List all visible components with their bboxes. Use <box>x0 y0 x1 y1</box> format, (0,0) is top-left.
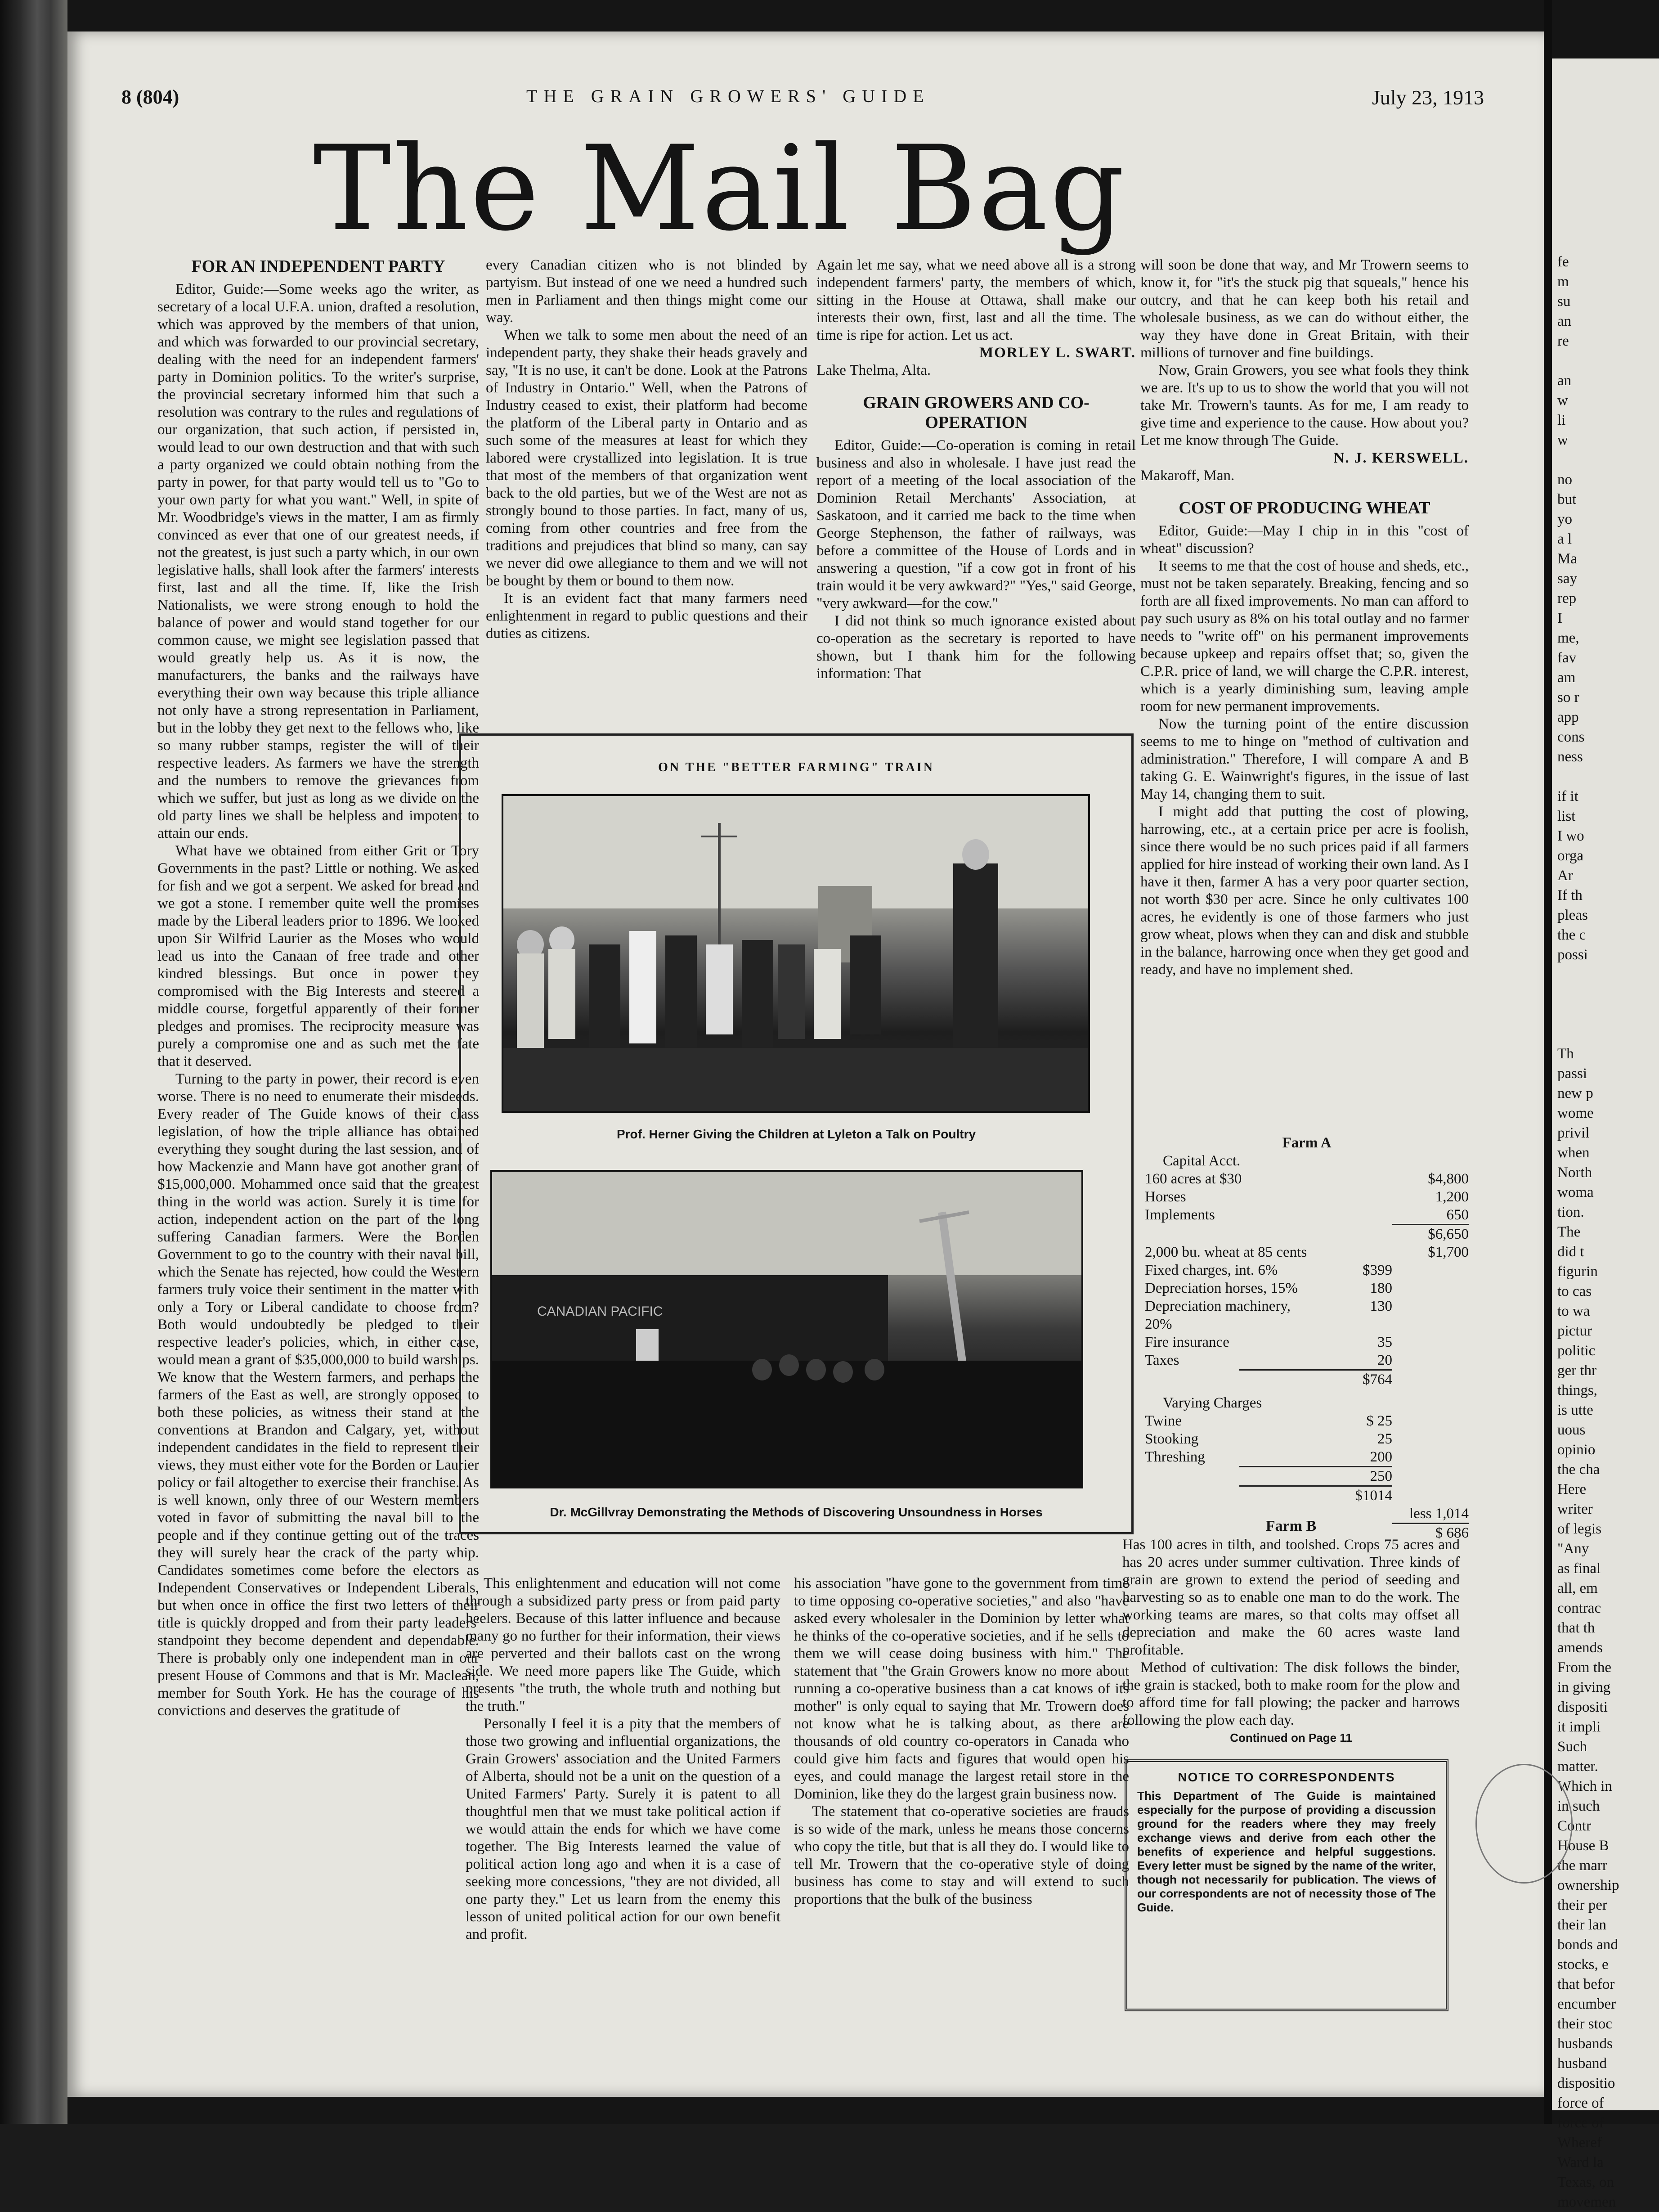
issue-date: July 23, 1913 <box>1372 86 1484 109</box>
paragraph: I did not think so much ignorance existed about co-operation as the secretary is reported to have shown, but I thank him for the following information: That <box>816 613 1136 682</box>
facing-page-fragment: contrac <box>1557 1600 1601 1616</box>
facing-page-fragment: their lan <box>1557 1917 1607 1933</box>
facing-page-fragment: matter. <box>1557 1758 1598 1775</box>
facing-page-fragment <box>1557 965 1659 985</box>
notice-body: This Department of The Guide is maintained especially for the purpose of providing a discussion ground for the readers where they may freely exchange views and derive from each other the benefits of experience and helpful suggestions. Every letter must be signed by the name of the writer, though not necessarily for publication. The views of our correspondents are not of necessity those of The Guide. <box>1137 1789 1436 1914</box>
facing-page-fragment: Ward la <box>1557 2154 1604 2171</box>
column-4 <box>1140 256 1469 1134</box>
facing-page-fragment <box>1557 450 1659 470</box>
paragraph: The statement that co-operative societies are frauds is so wide of the mark, unless he means those concerns who copy the title, but that is all they do. I would like to tell Mr. Trowern that the co-operative style of doing business has come to stay and will extend to such proportions that the bulk of the business <box>794 1803 1129 1907</box>
facing-page-fragment: of legis <box>1557 1521 1602 1537</box>
facing-page-fragment: The <box>1557 1224 1581 1240</box>
paragraph: Has 100 acres in tilth, and toolshed. Crops 75 acres and has 20 acres under summer cultivation. Three kinds of grain are grown to extend the period of seeding and harvesting so as to enable one man to do the work. The working teams are mares, so that colts may offset all depreciation and make the 60 acres waste land profitable. <box>1122 1537 1460 1658</box>
ledger-row <box>1145 1170 1469 1188</box>
ledger-row <box>1145 1448 1469 1466</box>
facing-page-fragment: privil <box>1557 1125 1590 1141</box>
facing-page-fragment: their per <box>1557 1897 1607 1913</box>
facing-page-fragment: I <box>1557 610 1562 626</box>
column-3 <box>816 256 1136 729</box>
facing-page-fragment: ownership <box>1557 1877 1619 1893</box>
letter-heading: GRAIN GROWERS AND CO-OPERATION <box>863 393 1090 432</box>
facing-page-fragment: ness <box>1557 749 1583 765</box>
paragraph: What have we obtained from either Grit or Tory Governments in the past? Little or nothing. We asked for fish and we got a serpent. We asked for bread and we got a stone. I remember quite well the promises made by the Liberal leaders prior to 1896. We looked upon Sir Wilfrid Laurier as the Moses who would lead us into the Canaan of free trade and other kindred blessings. But once in power they compromised with the Big Interests and steered a middle course, forgetful apparently of their former pledges and promises. The reciprocity measure was purely a compromise one and as such met the fate that it deserved. <box>157 843 479 1070</box>
stamp-circle <box>1475 1764 1573 1884</box>
facing-page-fragment: new p <box>1557 1085 1593 1102</box>
ledger-row <box>1145 1333 1469 1351</box>
letter-heading: FOR AN INDEPENDENT PARTY <box>191 257 445 276</box>
varying-label: Varying Charges <box>1163 1395 1262 1411</box>
column-3-lower <box>794 1575 1129 2061</box>
ledger-value: 130 <box>1370 1298 1392 1314</box>
photo-caption: Dr. McGillvray Demonstrating the Methods of Discovering Unsoundness in Horses <box>550 1505 1043 1519</box>
photo-banner: ON THE "BETTER FARMING" TRAIN <box>658 760 934 774</box>
facing-page-fragment: stocks, e <box>1557 1956 1609 1973</box>
facing-page-fragment: li <box>1557 412 1566 428</box>
ledger-label: 160 acres at $30 <box>1145 1171 1242 1187</box>
facing-page-fragment: but <box>1557 491 1577 508</box>
facing-page-fragment: dispositi <box>1557 1699 1608 1715</box>
ledger-value: 200 <box>1370 1449 1392 1465</box>
ledger-label: Horses <box>1145 1189 1186 1205</box>
ledger-value: $4,800 <box>1428 1171 1469 1187</box>
ledger-value: $764 <box>1363 1371 1392 1388</box>
facing-page-fragment: pleas <box>1557 907 1588 923</box>
facing-page-fragment: say <box>1557 571 1577 587</box>
facing-page-text <box>1557 252 1659 2210</box>
facing-page-fragment: so r <box>1557 689 1579 706</box>
facing-page-fragment: to cas <box>1557 1283 1592 1299</box>
paragraph: Now the turning point of the entire discussion seems to me to hinge on "method of cultivation and administration." Therefore, I will compare A and B taking G. E. Wainwright's figures, in the issue of last May 14, changing them to suit. <box>1140 716 1469 802</box>
facing-page-fragment: opinio <box>1557 1442 1596 1458</box>
ledger-row <box>1145 1430 1469 1448</box>
facing-page-fragment: things, <box>1557 1382 1597 1398</box>
facing-page-fragment: su <box>1557 293 1571 310</box>
facing-page-fragment: I wo <box>1557 828 1584 844</box>
facing-page-fragment: passi <box>1557 1066 1587 1082</box>
ledger-row <box>1145 1297 1469 1333</box>
ledger-label: Fire insurance <box>1145 1334 1229 1350</box>
paragraph: It is an evident fact that many farmers need enlightenment in regard to public questions and their duties as citizens. <box>486 590 807 642</box>
facing-page-fragment: if it <box>1557 788 1578 805</box>
ledger-row <box>1145 1467 1469 1485</box>
ledger-value: 35 <box>1377 1334 1392 1350</box>
facing-page-fragment: husbands <box>1557 2036 1613 2052</box>
signature-place: Lake Thelma, Alta. <box>816 362 931 378</box>
letter-heading: COST OF PRODUCING WHEAT <box>1179 499 1430 517</box>
facing-page-fragment: that th <box>1557 1620 1595 1636</box>
ledger-label: Taxes <box>1145 1352 1179 1368</box>
journal-name: THE GRAIN GROWERS' GUIDE <box>526 86 930 106</box>
ledger-value: 650 <box>1446 1207 1469 1223</box>
paragraph: Editor, Guide:—Some weeks ago the writer, as secretary of a local U.F.A. union, drafted a resolution, which was approved by the members of that union, and which was forwarded to our provincial secretary, dealing with the need for an independent farmers' party in Dominion politics. To the writer's surprise, the provincial secretary informed him that such a resolution was contrary to the rules and regulations of our organization, that such action, if persisted in, would lead to our own destruction and that with such a party organized we could obtain nothing from the party in power, for that party would tell us to "Go to your own party for what you want." Well, in spite of Mr. Woodbridge's views in the matter, I am as firmly convinced as ever that one of our greatest needs, if not the greatest, is just such a party which, in our own legislative halls, shall look after the farmers' interests first, last and all the time. If, like the Irish Nationalists, we were strong enough to hold the balance of power and would stand together for our common cause, we might see legislation passed that would greatly help us. As it is now, the manufacturers, the banks and the railways have everything their own way because this triple alliance not only have a strong representation in Parliament, but in the lobby they get next to the fellows who, like so many rubber stamps, register the will of their respective leaders. As farmers we have the strength and the numbers to remove the grievances from which we suffer, but just as long as we divide on the old party lines we shall be helpless and impotent to attain our ends. <box>157 281 479 841</box>
paragraph: Turning to the party in power, their record is even worse. There is no need to enumerate their misdeeds. Every reader of The Guide knows of their class legislation, of how the triple alliance has obtained everything they sought during the last session, and of how Mackenzie and Mann have got another grant of $15,000,000. Mohammed once said that the greatest thing in the world was action. Surely it is time for action, independent action on the part of the long suffering Canadian farmers. Were the Borden Government to go to the country with their naval bill, which the Senate has rejected, how could the Western farmers truly voice their sentiment in the matter with only a Tory or Liberal candidate to choose from? Both would undoubtedly be pledged to their respective leader's policies, which, in either case, would mean a grant of $35,000,000 to build warships. We know that the Western farmers, and perhaps the farmers of the East as well, are strongly opposed to both these policies, as witness their stand at the conventions at Brandon and Calgary, yet, without independent candidates in the field to represent their views, they must either vote for the Borden or Laurier policy or fail altogether to exercise their franchise. As is well known, only three of our Western members voted in favor of submitting the naval bill to the people and if they continue getting out of the traces they will surely hear the crack of the party whip. Candidates sometimes come before the electors as Independent Conservatives or Independent Liberals, but when once in office the first two letters of their title is quickly dropped and from their party leaders' standpoint they become dependent and dependable. There is probably only one independent man in our present House of Commons and that is Mr. Maclean, member for South York. He has the courage of his convictions and deserves the gratitude of <box>157 1071 479 1719</box>
signature: N. J. KERSWELL. <box>1333 450 1469 466</box>
ledger-label: Implements <box>1145 1207 1215 1223</box>
paragraph: Editor, Guide:—Co-operation is coming in retail business and also in wholesale. I have just read the report of a meeting of the local association of the Dominion Retail Merchants' Association, at Saskatoon, and it carried me back to the time when George Stephenson, the father of railways, was before a committee of the House of Lords and in answering a question, "if a cow got in front of his train would it be very awkward?" "Yes," said George, "very awkward—for the cow." <box>816 437 1136 611</box>
facing-page-fragment: husband <box>1557 2055 1607 2072</box>
facing-page-fragment: the marr <box>1557 1857 1607 1874</box>
facing-page-fragment: politic <box>1557 1343 1596 1359</box>
paragraph: his association "have gone to the government from time to time opposing co-operative societies," and also "have asked every wholesaler in the Dominion by letter what he thinks of the co-operative societies, and if he sells to them we will cease doing business with him." The statement that "the Grain Growers know no more about running a co-operative business than a cat knows of its mother" is only equal to saying that Mr. Trowern does not know what he is talking about, as there are thousands of old country co-operators in Canada who could give him facts and figures that would open his eyes, and could manage the largest retail store in the Dominion, like they do the largest grain business now. <box>794 1575 1129 1802</box>
photo-poultry-talk <box>502 794 1090 1113</box>
ledger-label: Twine <box>1145 1413 1182 1429</box>
paragraph: I might add that putting the cost of plowing, harrowing, etc., at a certain price per acre is foolish, since there would be no such prices paid if all farmers applied for hire instead of working their own land. As I have it then, farmer A has a very poor quarter section, not worth $30 per acre. Since he only cultivates 100 acres, he evidently is one of those farmers who just grow wheat, plows when they can and disk and stubble in the balance, harrowing once when they get good and ready, and have no implement shed. <box>1140 804 1469 978</box>
column-2-lower <box>466 1575 780 2061</box>
facing-page-fragment <box>1557 767 1659 787</box>
photo-caption: Prof. Herner Giving the Children at Lyleton a Talk on Poultry <box>616 1127 976 1141</box>
facing-page-fragment: Wheref <box>1557 2135 1602 2151</box>
facing-page-fragment <box>1557 985 1659 1004</box>
facing-page-fragment: dispositio <box>1557 2075 1615 2091</box>
facing-page-fragment: the c <box>1557 927 1586 943</box>
facing-page-fragment: Th <box>1557 1046 1574 1062</box>
ledger-value: $1,700 <box>1428 1244 1469 1260</box>
ledger-label: Threshing <box>1145 1449 1205 1465</box>
facing-page-fragment: encumber <box>1557 1996 1616 2012</box>
facing-page-fragment: yo <box>1557 511 1572 527</box>
ledger-label: Depreciation machinery, 20% <box>1145 1298 1291 1332</box>
facing-page-fragment: amends <box>1557 1640 1603 1656</box>
paragraph: Again let me say, what we need above all is a strong independent farmers' party, the members of which, sitting in the House at Ottawa, shall make our interests their own, first, last and all the time. The time is ripe for action. Let us act. <box>816 257 1136 343</box>
facing-page-fragment: force of <box>1557 2095 1604 2111</box>
facing-page-fragment: uous <box>1557 1422 1586 1438</box>
book-binding <box>0 0 67 2124</box>
farm-b-title: Farm B <box>1265 1518 1317 1534</box>
ledger-row <box>1145 1279 1469 1297</box>
ledger-value: $1014 <box>1355 1488 1392 1504</box>
facing-page-fragment: If th <box>1557 887 1583 904</box>
facing-page-fragment: to wa <box>1557 1303 1590 1319</box>
facing-page-fragment: North <box>1557 1164 1592 1181</box>
facing-page-fragment: rep <box>1557 590 1577 607</box>
facing-page-fragment: all, em <box>1557 1580 1598 1596</box>
facing-page-fragment: in such <box>1557 1798 1600 1814</box>
ledger-row <box>1145 1206 1469 1224</box>
facing-page-fragment <box>1557 1024 1659 1044</box>
facing-page-fragment: it impli <box>1557 1719 1601 1735</box>
facing-page-fragment: woma <box>1557 1184 1594 1200</box>
facing-page-fragment: a l <box>1557 531 1572 547</box>
facing-page-fragment: as final <box>1557 1560 1601 1577</box>
paragraph: every Canadian citizen who is not blinded by partyism. But instead of one we need a hundred such men in Parliament and then things might come our way. <box>486 257 807 326</box>
facing-page-fragment: m <box>1557 274 1569 290</box>
farm-a-title: Farm A <box>1282 1135 1332 1151</box>
facing-page-fragment: cons <box>1557 729 1585 745</box>
paragraph: When we talk to some men about the need of an independent party, they shake their heads gravely and say, "It is no use, it can't be done. Look at the Patrons of Industry in Ontario." Well, when the Patrons of Industry ceased to exist, their platform had become the platform of the Liberal party in Ontario and as such some of the measures at least for which they labored were crystallized into legislation. It is true that most of the members of that organization went back to the old parties, but we of the West are not as strongly bound to those parties. In fact, many of us, coming from other countries and free from the traditions and prejudices that blind so many, can say we never did owe allegiance to them and we will not be bought by them or bound to them now. <box>486 327 807 589</box>
facing-page-fragment: pictur <box>1557 1323 1592 1339</box>
facing-page-fragment: did t <box>1557 1244 1584 1260</box>
facing-page-fragment: House B <box>1557 1838 1609 1854</box>
facing-page-fragment: bonds and <box>1557 1937 1618 1953</box>
facing-page-fragment: "Any <box>1557 1541 1589 1557</box>
facing-page-fragment: possi <box>1557 947 1588 963</box>
facing-page-fragment: movemen <box>1557 2194 1616 2210</box>
photo-feature <box>459 733 1134 1534</box>
facing-page-fragment: Such <box>1557 1739 1587 1755</box>
ledger-row <box>1145 1351 1469 1369</box>
notice-to-correspondents <box>1125 1759 1448 2011</box>
ledger-value: 250 <box>1370 1468 1392 1484</box>
facing-page-fragment: wome <box>1557 1105 1594 1121</box>
facing-page-fragment: Here <box>1557 1481 1587 1497</box>
ledger-row <box>1145 1243 1469 1261</box>
ledger-value: $6,650 <box>1428 1226 1469 1242</box>
ledger-value: $ 686 <box>1435 1525 1469 1541</box>
facing-page-fragment: their stoc <box>1557 2016 1612 2032</box>
facing-page-fragment: figurin <box>1557 1263 1598 1280</box>
notice-title: NOTICE TO CORRESPONDENTS <box>1178 1770 1395 1784</box>
facing-page-fragment: me, <box>1557 630 1579 646</box>
ledger-value: 25 <box>1377 1431 1392 1447</box>
paragraph: Now, Grain Growers, you see what fools they think we are. It's up to us to show the world that you will not take Mr. Trowern's taunts. As for me, I am ready to give time and experience to the cause. How about you? Let me know through The Guide. <box>1140 362 1469 449</box>
facing-page-fragment: Ar <box>1557 868 1573 884</box>
ledger-row <box>1145 1261 1469 1279</box>
ledger-value: 180 <box>1370 1280 1392 1296</box>
ledger-row <box>1145 1487 1469 1505</box>
photo-horse-demonstration <box>490 1170 1083 1488</box>
farm-b-text <box>1122 1516 1460 1755</box>
paragraph: will soon be done that way, and Mr Trowern seems to know it, for "it's the stuck pig that squeals," hence his outcry, and that he can keep both his retail and wholesale business, as we can do without either, the way they have done in Great Britain, with their millions of turnover and fine buildings. <box>1140 257 1469 361</box>
ledger-value: $399 <box>1363 1262 1392 1278</box>
facing-page-fragment: From the <box>1557 1659 1612 1676</box>
facing-page-fragment: Ma <box>1557 551 1577 567</box>
facing-page-fragment: re <box>1557 333 1569 349</box>
ledger-row <box>1145 1225 1469 1243</box>
ledger-value: 1,200 <box>1435 1189 1469 1205</box>
facing-page-fragment: is utte <box>1557 1402 1593 1418</box>
facing-page-fragment: in giving <box>1557 1679 1611 1695</box>
facing-page-fragment: an <box>1557 313 1572 329</box>
facing-page-fragment: fe <box>1557 254 1569 270</box>
ledger-value: less 1,014 <box>1409 1506 1469 1522</box>
paragraph: Method of cultivation: The disk follows the binder, the grain is stacked, both to make room for the plow and to afford time for fall plowing; the packer and harrows following the plow each day. <box>1122 1659 1460 1728</box>
signature-place: Makaroff, Man. <box>1140 468 1235 484</box>
continued-note: Continued on Page 11 <box>1230 1731 1352 1744</box>
ledger-row <box>1145 1371 1469 1389</box>
page-header <box>121 85 1493 121</box>
column-2 <box>486 256 807 729</box>
facing-page-fragment: am <box>1557 670 1576 686</box>
facing-page-fragment: an <box>1557 373 1572 389</box>
signature: MORLEY L. SWART. <box>979 345 1136 361</box>
facing-page-fragment: Contr <box>1557 1818 1592 1834</box>
facing-page-fragment: when <box>1557 1145 1590 1161</box>
facing-page-fragment: force of <box>1557 2115 1604 2131</box>
facing-page-fragment: no <box>1557 472 1572 488</box>
facing-page-fragment: the cha <box>1557 1461 1600 1478</box>
facing-page-fragment: Texas, on <box>1557 2174 1614 2190</box>
ledger-label: Fixed charges, int. 6% <box>1145 1262 1278 1278</box>
page-number: 8 (804) <box>121 86 179 108</box>
facing-page-fragment: list <box>1557 808 1576 824</box>
ledger-label: 2,000 bu. wheat at 85 cents <box>1145 1244 1307 1260</box>
capital-label: Capital Acct. <box>1163 1153 1241 1169</box>
facing-page-fragment: app <box>1557 709 1579 725</box>
column-1 <box>157 256 479 2047</box>
facing-page-fragment: fav <box>1557 650 1577 666</box>
paragraph: This enlightenment and education will not come through a subsidized party press or from paid party heelers. Because of this latter influence and because many go no further for their information, their views are perverted and their ballots cast on the wrong side. We need more papers like The Guide, which presents "the truth, the whole truth and nothing but the truth." <box>466 1575 780 1714</box>
paragraph: Personally I feel it is a pity that the members of those two growing and influential organizations, the Grain Growers' association and the United Farmers of Alberta, should not be a unit on the question of a United Farmers' Party. Surely it is patent to all thoughtful men that we must take political action if we would attain the ends for which we have come together. The Big Interests learned the value of political action long ago and when it is a case of seeking more concessions, "they are not divided, all one party they." Let us learn from the enemy this lesson of united political action for our own benefit and profit. <box>466 1716 780 1942</box>
photo-illustration <box>492 1172 1081 1487</box>
ledger-row <box>1145 1188 1469 1206</box>
railcar-sign: CANADIAN PACIFIC <box>537 1304 663 1319</box>
facing-page-fragment: ger thr <box>1557 1362 1597 1379</box>
facing-page-fragment <box>1557 1004 1659 1024</box>
facing-page-fragment: w <box>1557 432 1568 448</box>
paragraph: Editor, Guide:—May I chip in in this "cost of wheat" discussion? <box>1140 523 1469 557</box>
paragraph: It seems to me that the cost of house and sheds, etc., must not be taken separately. Breaking, fencing and so forth are all fixed improvements. No man can afford to pay such usury as 8% on his total outlay and no farmer needs to "write off" on his permanent improvements because upkeep and repairs offset that; so, given the C.P.R. price of land, we will charge the C.P.R. interest, which is a yearly diminishing sum, leaving ample room for new permanent improvements. <box>1140 558 1469 715</box>
facing-page-fragment: Which in <box>1557 1778 1612 1794</box>
facing-page-fragment <box>1557 351 1659 371</box>
facing-page-fragment: orga <box>1557 848 1584 864</box>
ledger-label: Stooking <box>1145 1431 1199 1447</box>
ledger-label: Depreciation horses, 15% <box>1145 1280 1298 1296</box>
facing-page-fragment: writer <box>1557 1501 1593 1517</box>
ledger-value: 20 <box>1377 1352 1392 1368</box>
ledger-row <box>1145 1412 1469 1430</box>
facing-page-fragment: that befor <box>1557 1976 1615 1992</box>
ledger-value: $ 25 <box>1366 1413 1392 1429</box>
page-title: The Mail Bag <box>313 121 1127 257</box>
photo-illustration <box>503 796 1088 1111</box>
facing-page-fragment: tion. <box>1557 1204 1584 1220</box>
facing-page-fragment: w <box>1557 392 1568 409</box>
